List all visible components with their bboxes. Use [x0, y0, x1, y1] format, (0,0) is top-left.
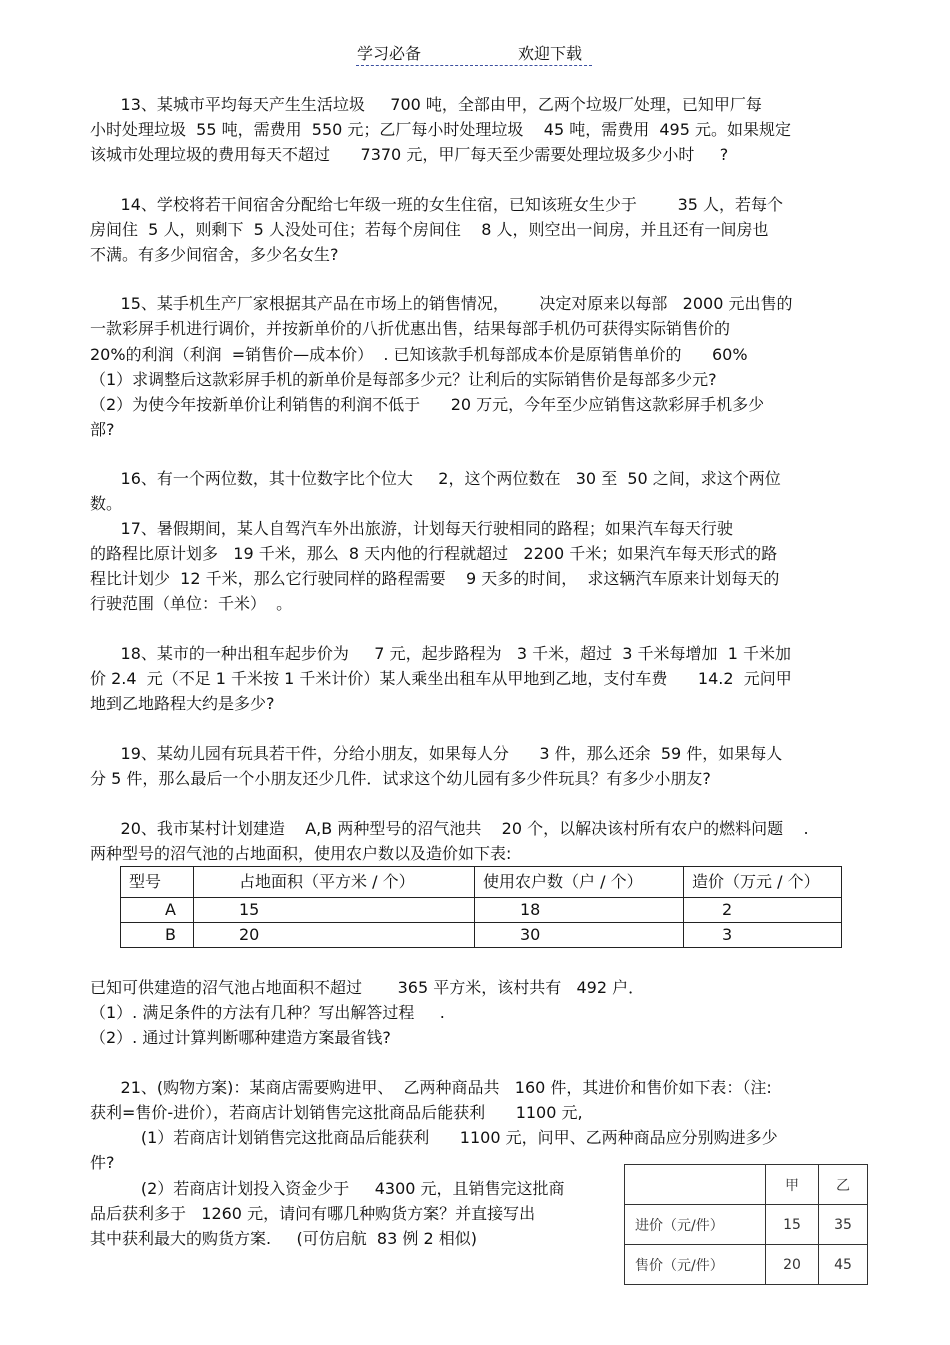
q14-line: 不满。有多少间宿舍，多少名女生? [90, 245, 339, 264]
q20-line: 已知可供建造的沼气池占地面积不超过 365 平方米，该村共有 492 户． [90, 978, 645, 997]
table-cell: 15 [194, 898, 475, 923]
q17-line: 行驶范围（单位：千米） 。 [90, 594, 293, 613]
header-right: 欢迎下载 [518, 44, 583, 63]
table-cell: 18 [475, 898, 684, 923]
q15-line: （2）为使今年按新单价让利销售的利润不低于 20 万元，今年至少应销售这款彩屏手机多少 [90, 395, 765, 414]
table-header-cell [625, 1165, 766, 1205]
table-cell: 3 [684, 923, 842, 948]
q21-line: 件? [90, 1153, 115, 1172]
q17-line: 程比计划少 12 千米，那么它行驶同样的路程需要 9 天多的时间， 求这辆汽车原来计划每天的 [90, 569, 780, 588]
q16-line: 数。 [90, 494, 123, 513]
q15-line: 20%的利润（利润 =销售价—成本价） . 已知该款手机每部成本价是原销售单价的 60% [90, 345, 748, 364]
table-21 [624, 1164, 868, 1285]
table-cell: 20 [194, 923, 475, 948]
table-row [121, 898, 842, 923]
q21-line: 获利=售价-进价），若商店计划销售完这批商品后能获利 1100 元, [90, 1103, 583, 1122]
q15-line: 部? [90, 420, 115, 439]
q15-line: 15、某手机生产厂家根据其产品在市场上的销售情况， 决定对原来以每部 2000 元出售的 [90, 294, 793, 313]
q21-line: 其中获利最大的购货方案. (可仿启航 83 例 2 相似) [90, 1229, 477, 1248]
q16-line: 16、有一个两位数，其十位数字比个位大 2，这个两位数在 30 至 50 之间，求这个两位 [90, 469, 781, 488]
q14-line: 房间住 5 人，则剩下 5 人没处可住；若每个房间住 8 人，则空出一间房，并且还有一间房也 [90, 220, 769, 239]
header-divider [356, 65, 592, 66]
table-header-row [625, 1165, 868, 1205]
table-header-cell: 甲 [766, 1165, 819, 1205]
q13-line: 13、某城市平均每天产生生活垃圾 700 吨，全部由甲，乙两个垃圾厂处理，已知甲厂每 [90, 95, 762, 114]
table-header-cell: 使用农户数（户 / 个） [475, 867, 684, 898]
q21-line: 21、(购物方案)：某商店需要购进甲、 乙两种商品共 160 件，其进价和售价如下表：（注: [90, 1078, 772, 1097]
q15-line: （1）求调整后这款彩屏手机的新单价是每部多少元？让利后的实际销售价是每部多少元? [90, 370, 717, 389]
q18-line: 价 2.4 元（不足 1 千米按 1 千米计价）某人乘坐出租车从甲地到乙地，支付车费 14.2 元问甲 [90, 669, 792, 688]
table-cell: 45 [819, 1245, 868, 1285]
table-cell: 15 [766, 1205, 819, 1245]
q17-line: 17、暑假期间，某人自驾汽车外出旅游，计划每天行驶相同的路程；如果汽车每天行驶 [90, 519, 733, 538]
q20-line: （2）. 通过计算判断哪种建造方案最省钱? [90, 1028, 391, 1047]
table-header-cell: 乙 [819, 1165, 868, 1205]
q19-line: 19、某幼儿园有玩具若干件，分给小朋友，如果每人分 3 件，那么还余 59 件，如果每人 [90, 744, 783, 763]
q18-line: 18、某市的一种出租车起步价为 7 元，起步路程为 3 千米，超过 3 千米每增加 1 千米加 [90, 644, 791, 663]
q19-line: 分 5 件，那么最后一个小朋友还少几件．试求这个幼儿园有多少件玩具？有多少小朋友? [90, 769, 711, 788]
table-row [121, 923, 842, 948]
q21-line: (1）若商店计划销售完这批商品后能获利 1100 元，问甲、乙两种商品应分别购进多少 [90, 1128, 778, 1147]
table-row [625, 1205, 868, 1245]
q13-line: 小时处理垃圾 55 吨，需费用 550 元；乙厂每小时处理垃圾 45 吨，需费用 495 元。如果规定 [90, 120, 792, 139]
table-cell: 20 [766, 1245, 819, 1285]
table-cell: 进价（元/件） [625, 1205, 766, 1245]
table-row [625, 1245, 868, 1285]
q17-line: 的路程比原计划多 19 千米，那么 8 天内他的行程就超过 2200 千米；如果汽车每天形式的路 [90, 544, 778, 563]
q13-line: 该城市处理垃圾的费用每天不超过 7370 元，甲厂每天至少需要处理垃圾多少小时 ? [90, 145, 729, 164]
q15-line: 一款彩屏手机进行调价，并按新单价的八折优惠出售，结果每部手机仍可获得实际销售价的 [90, 319, 731, 338]
table-cell: 35 [819, 1205, 868, 1245]
table-header-cell: 造价（万元 / 个） [684, 867, 842, 898]
q21-line: 品后获利多于 1260 元，请问有哪几种购货方案？并直接写出 [90, 1204, 536, 1223]
q21-line: (2）若商店计划投入资金少于 4300 元，且销售完这批商 [90, 1179, 565, 1198]
q18-line: 地到乙地路程大约是多少? [90, 694, 275, 713]
table-cell: B [121, 923, 194, 948]
q14-line: 14、学校将若干间宿舍分配给七年级一班的女生住宿，已知该班女生少于 35 人，若每个 [90, 195, 784, 214]
table-20 [120, 866, 842, 948]
table-cell: 2 [684, 898, 842, 923]
table-cell: A [121, 898, 194, 923]
table-header-cell: 型号 [121, 867, 194, 898]
q20-line: 两种型号的沼气池的占地面积，使用农户数以及造价如下表: [90, 844, 512, 863]
table-header-row [121, 867, 842, 898]
header-left: 学习必备 [357, 44, 422, 63]
table-cell: 售价（元/件） [625, 1245, 766, 1285]
table-cell: 30 [475, 923, 684, 948]
q20-line: （1）. 满足条件的方法有几种？写出解答过程 . [90, 1003, 445, 1022]
q20-line: 20、我市某村计划建造 A,B 两种型号的沼气池共 20 个，以解决该村所有农户的燃料问题 . [90, 819, 809, 838]
table-header-cell: 占地面积（平方米 / 个） [194, 867, 475, 898]
